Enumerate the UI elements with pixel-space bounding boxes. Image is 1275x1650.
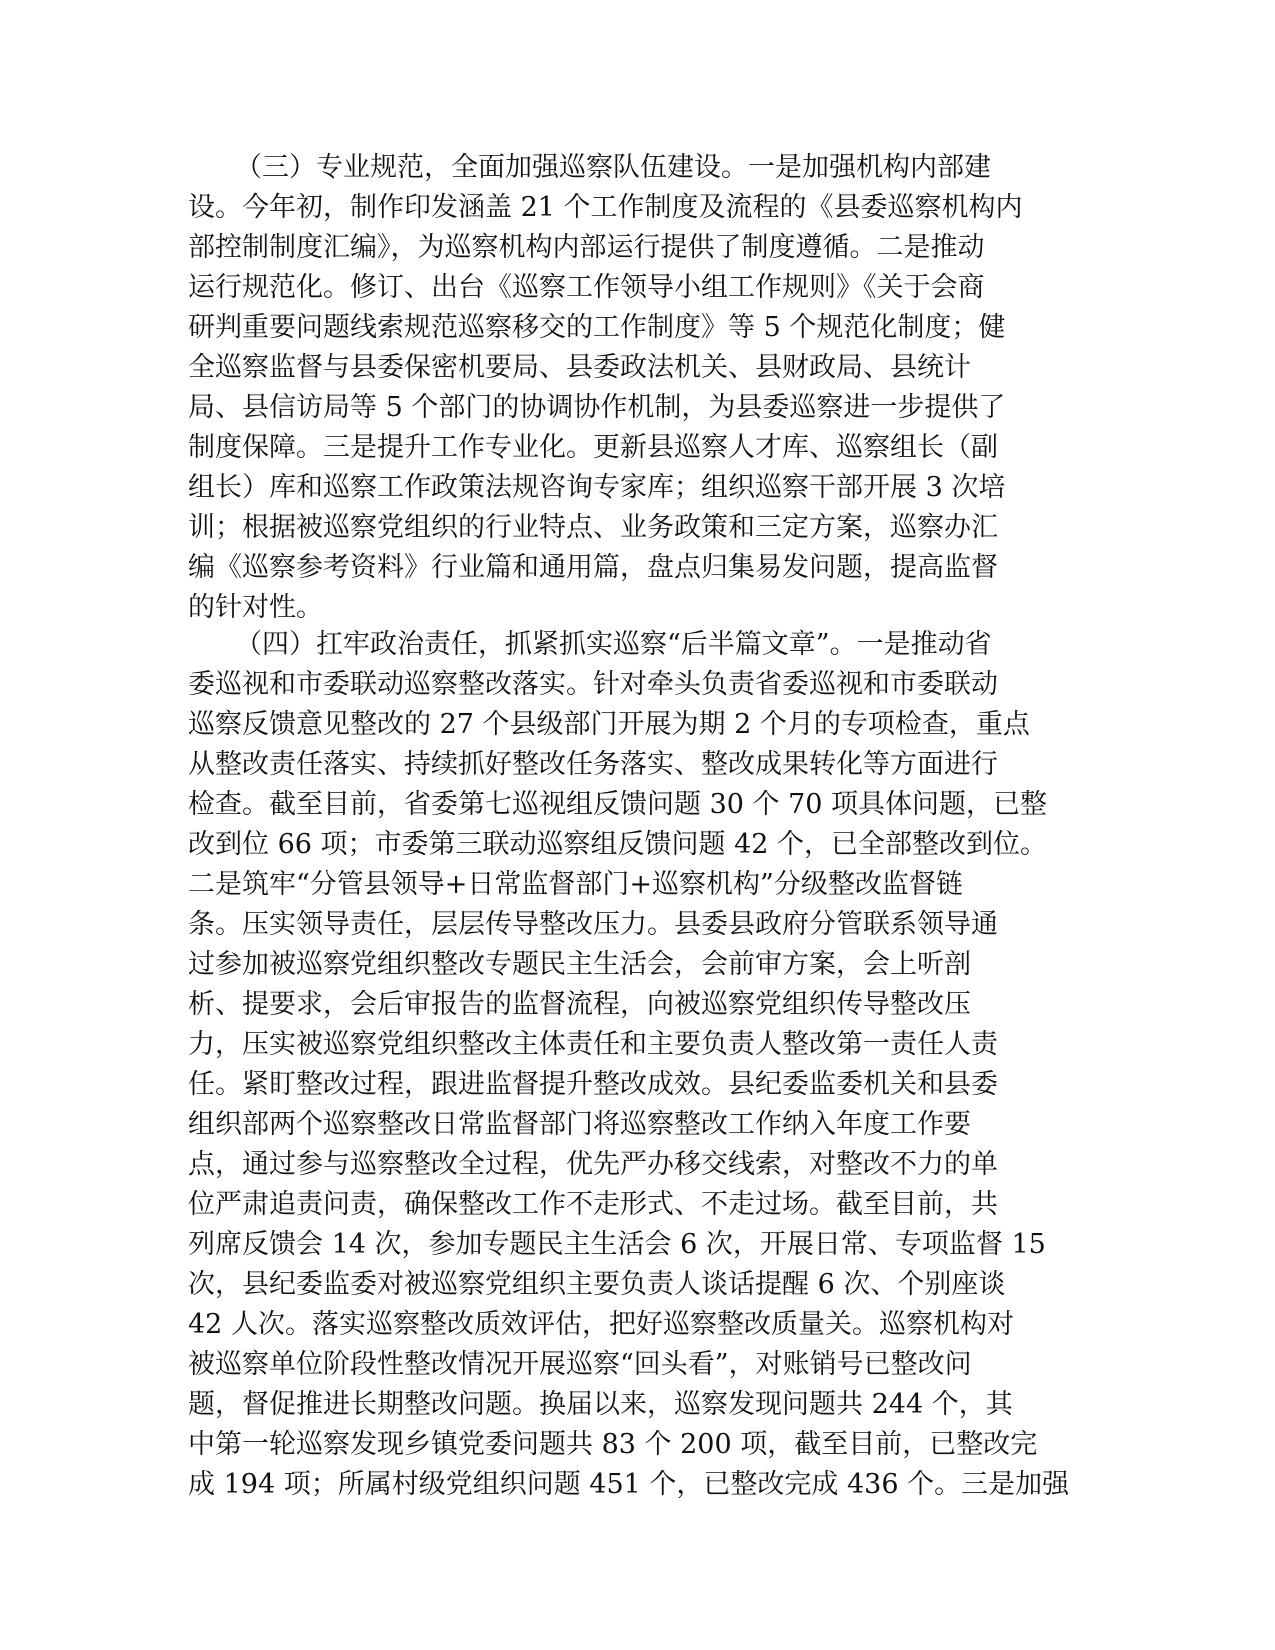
paragraph-line: 从整改责任落实、持续抓好整改任务落实、整改成果转化等方面进行 <box>188 749 998 780</box>
paragraph-line: 中第一轮巡察发现乡镇党委问题共 83 个 200 项，截至目前，已整改完 <box>188 1429 1038 1460</box>
paragraph-line: 改到位 66 项；市委第三联动巡察组反馈问题 42 个，已全部整改到位。 <box>188 829 1048 860</box>
paragraph-line: 训；根据被巡察党组织的行业特点、业务政策和三定方案，巡察办汇 <box>188 512 998 543</box>
paragraph-line: 条。压实领导责任，层层传导整改压力。县委县政府分管联系领导通 <box>188 909 998 940</box>
paragraph-line: 的针对性。 <box>188 592 323 623</box>
paragraph-line: 点，通过参与巡察整改全过程，优先严办移交线索，对整改不力的单 <box>188 1149 998 1180</box>
paragraph-line: 部控制制度汇编》，为巡察机构内部运行提供了制度遵循。二是推动 <box>188 232 985 263</box>
paragraph-line: 次，县纪委监委对被巡察党组织主要负责人谈话提醒 6 次、个别座谈 <box>188 1269 1006 1300</box>
paragraph-line: 局、县信访局等 5 个部门的协调协作机制，为县委巡察进一步提供了 <box>188 392 1006 423</box>
paragraph-line: 检查。截至目前，省委第七巡视组反馈问题 30 个 70 项具体问题，已整 <box>188 789 1048 820</box>
paragraph-line: 力，压实被巡察党组织整改主体责任和主要负责人整改第一责任人责 <box>188 1029 998 1060</box>
paragraph-line: 被巡察单位阶段性整改情况开展巡察“回头看”，对账销号已整改问 <box>188 1349 972 1380</box>
paragraph-line: 设。今年初，制作印发涵盖 21 个工作制度及流程的《县委巡察机构内 <box>188 192 1023 223</box>
paragraph-line: （三）专业规范，全面加强巡察队伍建设。一是加强机构内部建 <box>235 152 991 183</box>
paragraph-line: 成 194 项；所属村级党组织问题 451 个，已整改完成 436 个。三是加强 <box>188 1469 1070 1500</box>
paragraph-line: 列席反馈会 14 次，参加专题民主生活会 6 次，开展日常、专项监督 15 <box>188 1229 1046 1260</box>
paragraph-line: 全巡察监督与县委保密机要局、县委政法机关、县财政局、县统计 <box>188 352 971 383</box>
paragraph-line: 制度保障。三是提升工作专业化。更新县巡察人才库、巡察组长（副 <box>188 432 998 463</box>
paragraph-line: 委巡视和市委联动巡察整改落实。针对牵头负责省委巡视和市委联动 <box>188 669 998 700</box>
paragraph-line: 编《巡察参考资料》行业篇和通用篇，盘点归集易发问题，提高监督 <box>188 552 998 583</box>
paragraph-section-3 <box>188 148 1078 628</box>
paragraph-line: 巡察反馈意见整改的 27 个县级部门开展为期 2 个月的专项检查，重点 <box>188 709 1030 740</box>
paragraph-line: 题，督促推进长期整改问题。换届以来，巡察发现问题共 244 个，其 <box>188 1389 1013 1420</box>
paragraph-line: 二是筑牢“分管县领导+日常监督部门+巡察机构”分级整改监督链 <box>188 869 963 900</box>
paragraph-line: 研判重要问题线索规范巡察移交的工作制度》等 5 个规范化制度；健 <box>188 312 1006 343</box>
paragraph-line: 过参加被巡察党组织整改专题民主生活会，会前审方案，会上听剖 <box>188 949 971 980</box>
paragraph-line: 析、提要求，会后审报告的监督流程，向被巡察党组织传导整改压 <box>188 989 971 1020</box>
paragraph-line: 运行规范化。修订、出台《巡察工作领导小组工作规则》《关于会商 <box>188 272 985 303</box>
paragraph-line: （四）扛牢政治责任，抓紧抓实巡察“后半篇文章”。一是推动省 <box>235 629 992 660</box>
paragraph-section-4 <box>188 625 1078 1505</box>
paragraph-line: 位严肃追责问责，确保整改工作不走形式、不走过场。截至目前，共 <box>188 1189 998 1220</box>
paragraph-line: 组长）库和巡察工作政策法规咨询专家库；组织巡察干部开展 3 次培 <box>188 472 1006 503</box>
paragraph-line: 42 人次。落实巡察整改质效评估，把好巡察整改质量关。巡察机构对 <box>188 1309 1014 1340</box>
paragraph-line: 组织部两个巡察整改日常监督部门将巡察整改工作纳入年度工作要 <box>188 1109 971 1140</box>
paragraph-line: 任。紧盯整改过程，跟进监督提升整改成效。县纪委监委机关和县委 <box>188 1069 998 1100</box>
